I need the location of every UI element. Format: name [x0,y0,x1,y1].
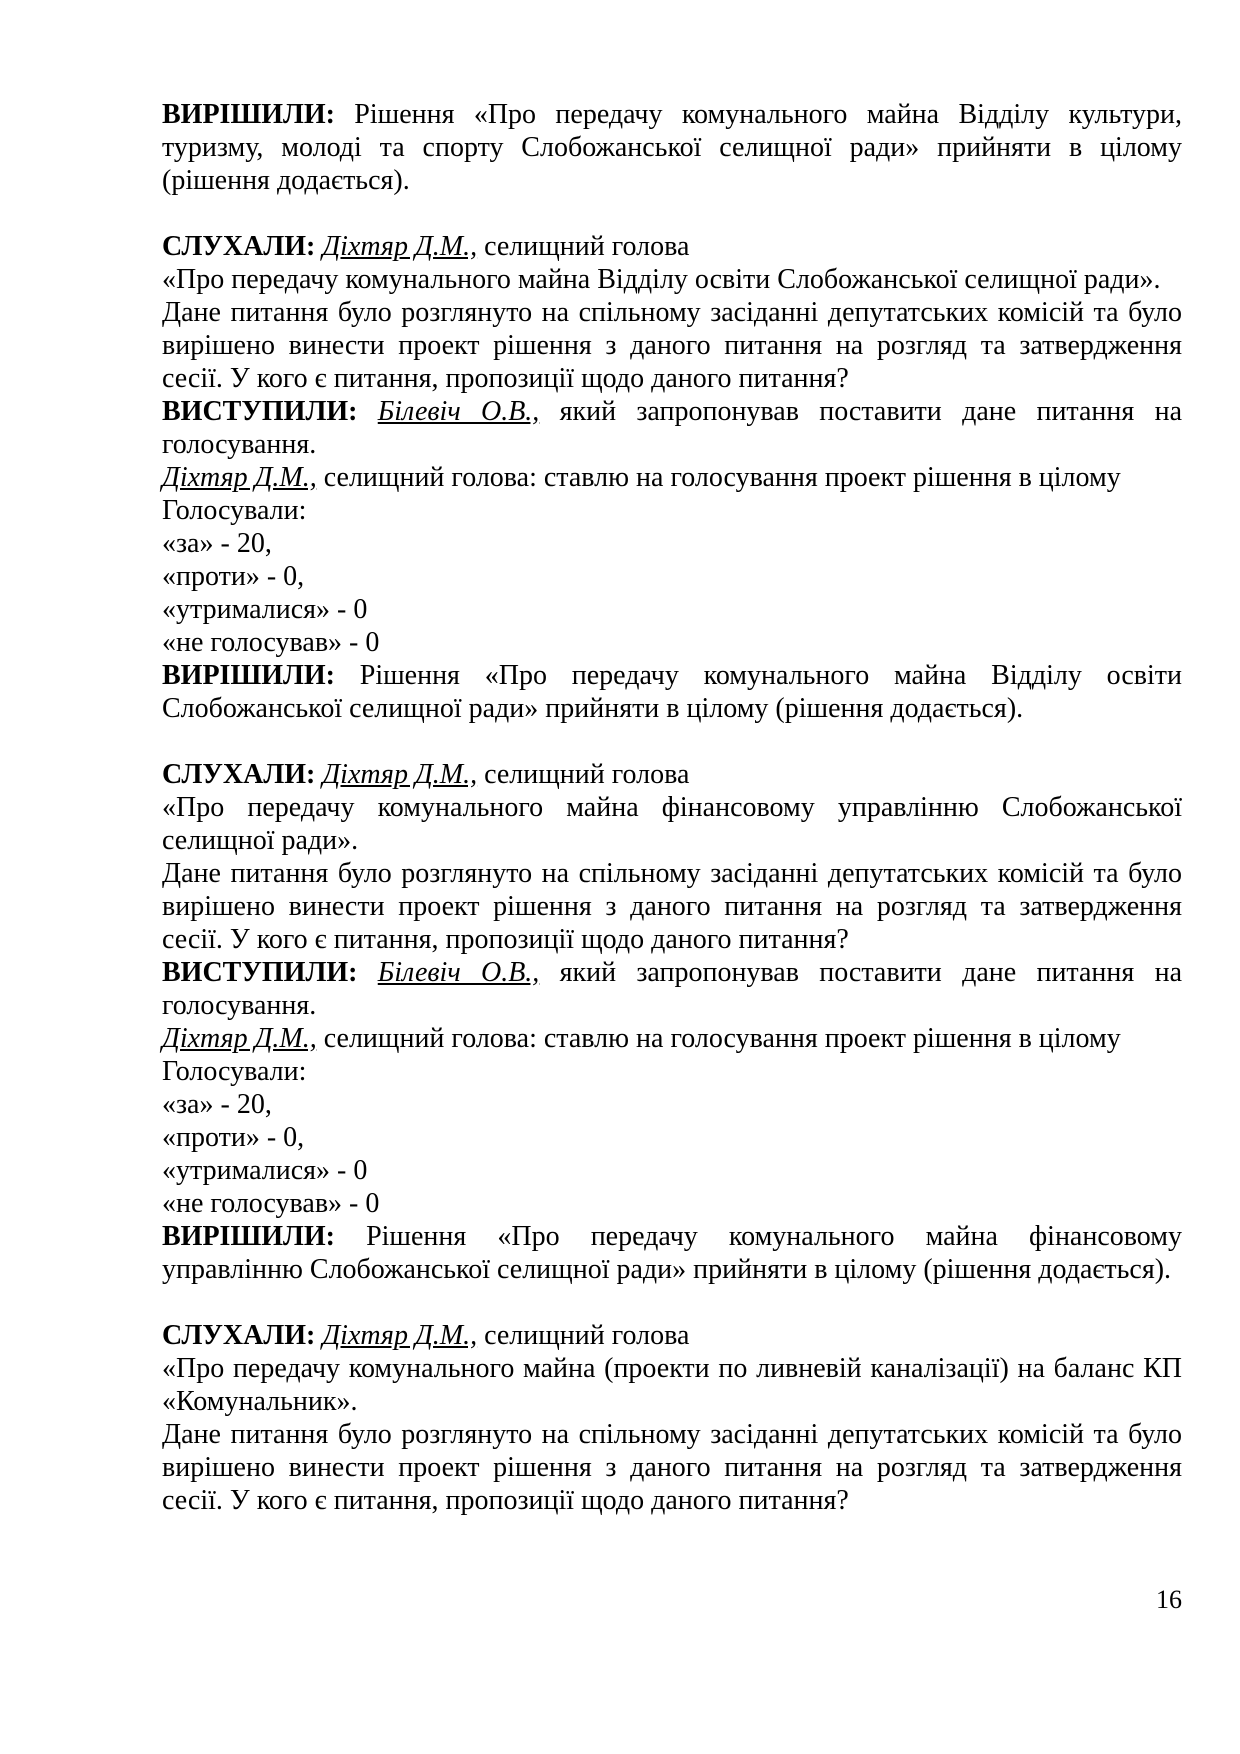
spoke-label: ВИСТУПИЛИ: [162,957,358,988]
chair-name: Діхтяр Д.М., [162,1023,317,1054]
resolved-label: ВИРІШИЛИ: [162,660,335,691]
spoke-label: ВИСТУПИЛИ: [162,396,358,427]
heard-label: СЛУХАЛИ: [162,759,316,790]
vote-against: «проти» - 0, [162,561,305,592]
chair-vote-text: селищний голова: ставлю на голосування проект рішення в цілому [316,1023,1121,1054]
resolved-label: ВИРІШИЛИ: [162,1221,335,1252]
spacer [162,725,1182,758]
chair-role: селищний голова [477,231,690,262]
speaker-name: Білевіч О.В., [377,957,540,988]
discussion-paragraph: Дане питання було розглянуто на спільному засіданні депутатських комісій та було вирішено винести проект рішення з даного питання на розгляд та затвердження сесії. У кого є питання, пропозиції щодо даного питання? [162,858,1182,955]
resolution-paragraph [162,98,1182,197]
resolution-text: Рішення «Про передачу комунального майна Відділу культури, туризму, молоді та спорту Слобожанської селищної ради» прийняти в цілому (рішення додається). [162,99,1182,196]
chair-name: Діхтяр Д.М., [322,759,478,790]
chair-vote-line [162,1022,1182,1055]
page-number: 16 [1156,1585,1182,1614]
spoke-paragraph [162,395,1182,461]
voted-label: Голосували: [162,495,307,526]
vote-abstain: «утрималися» - 0 [162,594,368,625]
speaker-text: який запропонував поставити дане питання на голосування. [162,396,1182,460]
chair-vote-text: селищний голова: ставлю на голосування проект рішення в цілому [316,462,1121,493]
heard-line [162,230,1182,263]
resolution-paragraph [162,659,1182,725]
chair-role: селищний голова [477,759,690,790]
resolution-text: Рішення «Про передачу комунального майна Відділу освіти Слобожанської селищної ради» прийняти в цілому (рішення додається). [162,660,1182,724]
chair-name: Діхтяр Д.М., [322,1320,478,1351]
vote-none: «не голосував» - 0 [162,627,380,658]
vote-for: «за» - 20, [162,1089,272,1120]
vote-for: «за» - 20, [162,528,272,559]
speaker-name: Білевіч О.В., [377,396,540,427]
discussion-paragraph: Дане питання було розглянуто на спільному засіданні депутатських комісій та було вирішено винести проект рішення з даного питання на розгляд та затвердження сесії. У кого є питання, пропозиції щодо даного питання? [162,1419,1182,1516]
heard-line [162,758,1182,791]
heard-line [162,1319,1182,1352]
spacer [162,1286,1182,1319]
document-page [162,98,1182,1517]
vote-none: «не голосував» - 0 [162,1188,380,1219]
vote-abstain: «утрималися» - 0 [162,1155,368,1186]
spoke-paragraph [162,956,1182,1022]
speaker-text: який запропонував поставити дане питання на голосування. [162,957,1182,1021]
chair-role: селищний голова [477,1320,690,1351]
heard-label: СЛУХАЛИ: [162,231,316,262]
resolution-text: Рішення «Про передачу комунального майна фінансовому управлінню Слобожанської селищної ради» прийняти в цілому (рішення додається). [162,1221,1182,1285]
vote-against: «проти» - 0, [162,1122,305,1153]
chair-name: Діхтяр Д.М., [162,462,317,493]
topic-paragraph: «Про передачу комунального майна фінансовому управлінню Слобожанської селищної ради». [162,792,1182,856]
voted-label: Голосували: [162,1056,307,1087]
discussion-paragraph: Дане питання було розглянуто на спільному засіданні депутатських комісій та було вирішено винести проект рішення з даного питання на розгляд та затвердження сесії. У кого є питання, пропозиції щодо даного питання? [162,297,1182,394]
chair-vote-line [162,461,1182,494]
spacer [162,197,1182,230]
heard-label: СЛУХАЛИ: [162,1320,316,1351]
chair-name: Діхтяр Д.М., [322,231,478,262]
resolution-paragraph [162,1220,1182,1286]
resolved-label: ВИРІШИЛИ: [162,99,335,130]
topic-paragraph: «Про передачу комунального майна Відділу освіти Слобожанської селищної ради». [162,264,1161,295]
topic-paragraph: «Про передачу комунального майна (проекти по ливневій каналізації) на баланс КП «Комунальник». [162,1353,1182,1417]
